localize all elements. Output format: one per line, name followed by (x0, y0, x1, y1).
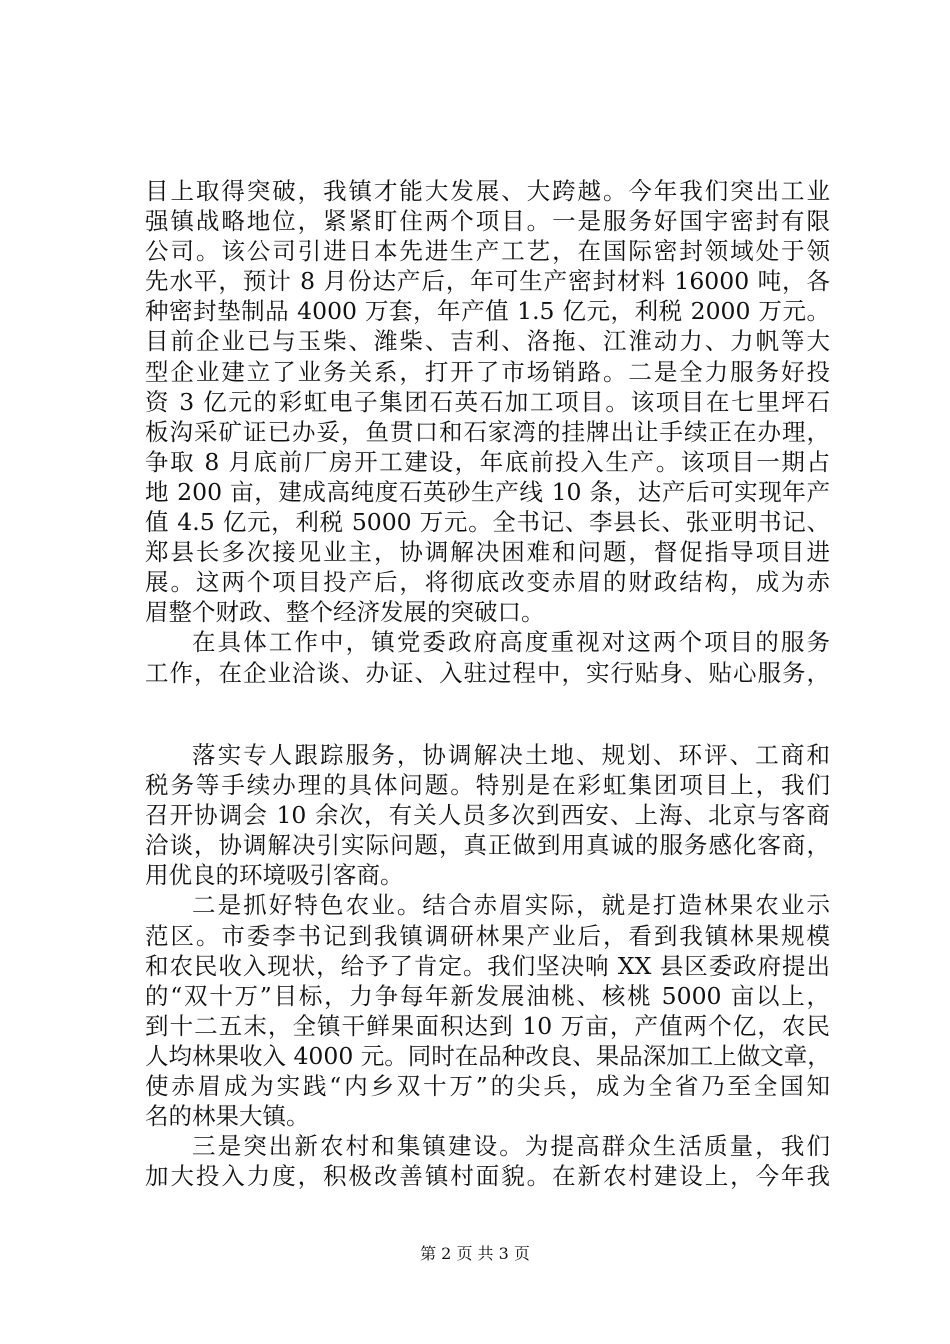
text-line: 范区。市委李书记到我镇调研林果产业后，看到我镇林果规模 (145, 921, 830, 950)
text-line: 人均林果收入 4000 元。同时在品种改良、果品深加工上做文章， (145, 1041, 831, 1070)
text-line: 资 3 亿元的彩虹电子集团石英石加工项目。该项目在七里坪石 (145, 387, 830, 416)
text-line: 公司。该公司引进日本先进生产工艺，在国际密封领域处于领 (145, 237, 830, 266)
text-line: 板沟采矿证已办妥，鱼贯口和石家湾的挂牌出让手续正在办理， (145, 417, 830, 446)
text-line: 税务等手续办理的具体问题。特别是在彩虹集团项目上，我们 (145, 771, 830, 800)
text-line: 的“双十万”目标，力争每年新发展油桃、核桃 5000 亩以上， (145, 981, 830, 1010)
text-line: 召开协调会 10 余次，有关人员多次到西安、上海、北京与客商 (145, 801, 830, 830)
text-line: 展。这两个项目投产后，将彻底改变赤眉的财政结构，成为赤 (145, 568, 830, 597)
text-line: 种密封垫制品 4000 万套，年产值 1.5 亿元，利税 2000 万元。 (145, 297, 830, 326)
body-text-block-2 (145, 740, 830, 1191)
text-line: 到十二五末，全镇干鲜果面积达到 10 万亩，产值两个亿，农民 (145, 1011, 830, 1040)
text-line: 名的林果大镇。 (145, 1102, 310, 1131)
text-line: 目前企业已与玉柴、潍柴、吉利、洛拖、江淮动力、力帆等大 (145, 327, 830, 356)
text-line: 目上取得突破，我镇才能大发展、大跨越。今年我们突出工业 (145, 177, 830, 205)
text-line-paragraph-start: 三是突出新农村和集镇建设。为提高群众生活质量，我们 (192, 1132, 830, 1161)
text-line: 使赤眉成为实践“内乡双十万”的尖兵，成为全省乃至全国知 (145, 1072, 830, 1101)
text-line: 型企业建立了业务关系，打开了市场销路。二是全力服务好投 (145, 357, 830, 386)
text-line-paragraph-start: 在具体工作中，镇党委政府高度重视对这两个项目的服务 (192, 628, 830, 657)
text-line: 郑县长多次接见业主，协调解决困难和问题，督促指导项目进 (145, 538, 830, 567)
text-line: 工作，在企业洽谈、办证、入驻过程中，实行贴身、贴心服务， (145, 658, 830, 687)
text-line-paragraph-start: 二是抓好特色农业。结合赤眉实际，就是打造林果农业示 (192, 891, 830, 920)
text-line: 洽谈，协调解决引实际问题，真正做到用真诚的服务感化客商， (145, 831, 830, 860)
text-line: 值 4.5 亿元，利税 5000 万元。全书记、李县长、张亚明书记、 (145, 508, 830, 537)
text-line: 加大投入力度，积极改善镇村面貌。在新农村建设上，今年我 (145, 1162, 830, 1191)
text-line: 和农民收入现状，给予了肯定。我们坚决响 XX 县区委政府提出 (145, 951, 830, 980)
body-text-block-1 (145, 176, 830, 688)
text-line: 争取 8 月底前厂房开工建设，年底前投入生产。该项目一期占 (145, 447, 830, 476)
text-line: 强镇战略地位，紧紧盯住两个项目。一是服务好国宇密封有限 (145, 207, 830, 236)
text-line: 眉整个财政、整个经济发展的突破口。 (145, 598, 545, 627)
text-line: 地 200 亩，建成高纯度石英砂生产线 10 条，达产后可实现年产 (145, 477, 830, 506)
text-line: 用优良的环境吸引客商。 (145, 861, 404, 890)
text-line: 先水平，预计 8 月份达产后，年可生产密封材料 16000 吨，各 (145, 267, 830, 296)
text-line-paragraph-start: 落实专人跟踪服务，协调解决土地、规划、环评、工商和 (192, 741, 830, 769)
page-footer: 第 2 页 共 3 页 (420, 1244, 530, 1263)
